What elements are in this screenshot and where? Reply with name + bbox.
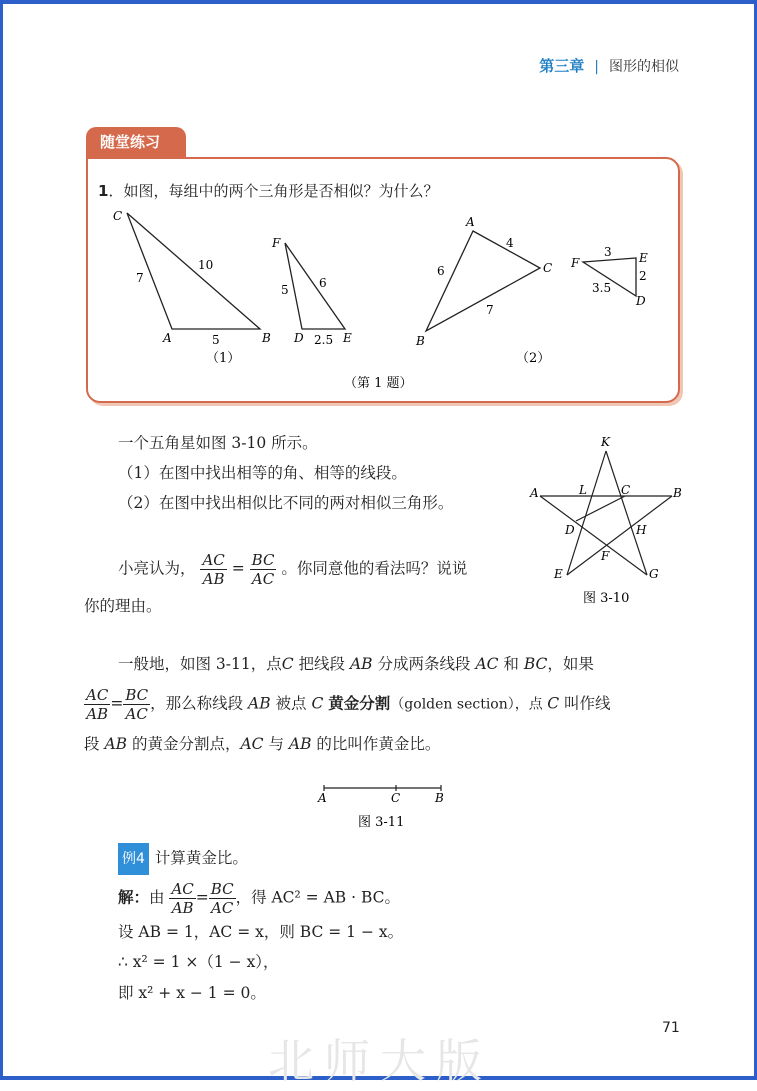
golden-line-2 bbox=[84, 686, 611, 723]
tri2-side-6: 6 bbox=[319, 276, 327, 290]
var-ab: AB bbox=[248, 694, 271, 713]
solution-label: 解： bbox=[118, 888, 150, 907]
frac-den: AB bbox=[202, 570, 225, 588]
xiaoliang-pre: 小亮认为， bbox=[118, 559, 196, 578]
frac-num: BC bbox=[210, 880, 234, 898]
xiaoliang-post: 。你同意他的看法吗？说说 bbox=[281, 559, 468, 578]
question-number: 1 bbox=[98, 182, 109, 200]
golden-section-term: 黄金分割 bbox=[328, 694, 391, 713]
segment-point-b: B bbox=[435, 791, 444, 805]
star-line-3: （2）在图中找出相似比不同的两对相似三角形。 bbox=[118, 494, 454, 512]
star-vertex-k: K bbox=[601, 435, 610, 449]
tri2-side-5: 5 bbox=[281, 283, 289, 297]
tri1-side-5: 5 bbox=[212, 333, 220, 347]
text: 与 bbox=[263, 735, 289, 753]
golden-line-1 bbox=[118, 649, 594, 679]
equals-sign: = bbox=[231, 559, 245, 578]
var-c: C bbox=[547, 694, 560, 713]
question-text: 如图，每组中的两个三角形是否相似？为什么？ bbox=[123, 182, 439, 200]
xiaoliang-line-2: 你的理由。 bbox=[84, 597, 162, 615]
fraction-bc-ac bbox=[123, 686, 150, 723]
text: （golden section），点 bbox=[390, 696, 548, 713]
frac-den: AB bbox=[86, 705, 109, 723]
star-vertex-c: C bbox=[621, 483, 631, 497]
star-problem bbox=[118, 428, 453, 518]
tri1-side-7: 7 bbox=[136, 271, 144, 285]
text: 和 bbox=[498, 655, 524, 673]
example-title: 计算黄金比。 bbox=[154, 849, 248, 867]
text: 分成两条线段 bbox=[372, 655, 476, 673]
var-c: C bbox=[281, 655, 294, 673]
example-4-heading bbox=[118, 843, 248, 875]
tri1-vertex-a: A bbox=[163, 331, 172, 345]
chapter-title: 图形的相似 bbox=[609, 59, 679, 75]
fraction-bc-ac bbox=[250, 551, 277, 588]
solution-line-1 bbox=[118, 880, 400, 917]
fraction-bc-ac bbox=[209, 880, 236, 917]
example-badge: 例4 bbox=[118, 843, 149, 875]
exercise-tab: 随堂练习 bbox=[86, 127, 186, 157]
var-ab: AB bbox=[349, 655, 373, 673]
tri4-vertex-f: F bbox=[571, 256, 580, 270]
star-line-1: 一个五角星如图 3-10 所示。 bbox=[118, 434, 318, 452]
frac-den: AC bbox=[251, 570, 275, 588]
solution-line-4: 即 x² + x − 1 = 0。 bbox=[118, 984, 266, 1002]
frac-num: AC bbox=[86, 686, 109, 704]
frac-num: AC bbox=[202, 551, 225, 569]
text: 由 bbox=[149, 888, 165, 907]
star-vertex-g: G bbox=[649, 567, 659, 581]
tri1-side-10: 10 bbox=[198, 258, 214, 272]
tri2-vertex-f: F bbox=[272, 236, 281, 250]
frac-den: AB bbox=[171, 899, 194, 917]
xiaoliang-paragraph bbox=[118, 551, 467, 588]
equals-sign: = bbox=[110, 694, 124, 713]
tri1-vertex-c: C bbox=[113, 209, 123, 223]
chapter-label: 第三章 bbox=[539, 57, 585, 75]
fraction-ac-ab bbox=[84, 686, 110, 723]
publisher-watermark: 北师大版 bbox=[268, 1034, 492, 1088]
frac-num: BC bbox=[251, 551, 275, 569]
tri3-vertex-b: B bbox=[416, 334, 425, 348]
tri2-vertex-d: D bbox=[294, 331, 304, 345]
star-vertex-h: H bbox=[636, 523, 647, 537]
var-ac: AC bbox=[240, 735, 264, 753]
frac-num: AC bbox=[171, 880, 194, 898]
star-vertex-d: D bbox=[565, 523, 575, 537]
group-1-label: （1） bbox=[206, 351, 241, 366]
text: 被点 bbox=[270, 694, 312, 713]
fraction-ac-ab bbox=[200, 551, 226, 588]
tri4-side-35: 3.5 bbox=[592, 281, 612, 295]
tri4-vertex-e: E bbox=[639, 251, 648, 265]
tri2-vertex-e: E bbox=[343, 331, 352, 345]
text: 段 bbox=[84, 735, 105, 753]
tri3-vertex-a: A bbox=[466, 215, 475, 229]
star-vertex-e: E bbox=[554, 567, 563, 581]
segment-point-a: A bbox=[318, 791, 327, 805]
triangle-3 bbox=[426, 231, 540, 331]
star-vertex-l: L bbox=[579, 483, 587, 497]
segment-ab bbox=[324, 785, 441, 791]
star-vertex-f: F bbox=[601, 549, 610, 563]
group-2-label: （2） bbox=[516, 351, 551, 366]
exercise-caption: （第 1 题） bbox=[344, 376, 413, 391]
var-bc: BC bbox=[523, 655, 548, 673]
tri4-side-2: 2 bbox=[639, 269, 647, 283]
var-ab: AB bbox=[288, 735, 312, 753]
segment-point-c: C bbox=[391, 791, 401, 805]
tri3-side-6: 6 bbox=[437, 264, 445, 278]
text: ，得 AC² = AB · BC。 bbox=[235, 888, 401, 907]
text: 一般地，如图 3-11，点 bbox=[118, 655, 282, 673]
tri4-vertex-d: D bbox=[636, 294, 646, 308]
star-caption: 图 3-10 bbox=[583, 591, 630, 606]
text: 把线段 bbox=[293, 655, 350, 673]
segment-caption: 图 3-11 bbox=[358, 815, 405, 830]
golden-line-3 bbox=[84, 729, 440, 759]
fraction-ac-ab bbox=[169, 880, 195, 917]
var-ac: AC bbox=[475, 655, 499, 673]
frac-den: AC bbox=[211, 899, 234, 917]
question-1: 1．如图，每组中的两个三角形是否相似？为什么？ bbox=[98, 182, 439, 200]
tri2-side-25: 2.5 bbox=[314, 333, 334, 347]
var-ab: AB bbox=[104, 735, 128, 753]
text: ，如果 bbox=[547, 655, 594, 673]
solution-line-2: 设 AB = 1，AC = x，则 BC = 1 − x。 bbox=[118, 923, 404, 941]
triangle-1 bbox=[127, 213, 260, 329]
star-vertex-a: A bbox=[530, 486, 539, 500]
equals-sign: = bbox=[195, 888, 209, 907]
text: 叫作线 bbox=[559, 694, 611, 713]
text: 的黄金分割点， bbox=[127, 735, 241, 753]
frac-num: BC bbox=[125, 686, 149, 704]
var-c: C bbox=[311, 694, 324, 713]
text: ，那么称线段 bbox=[150, 694, 249, 713]
solution-line-3: ∴ x² = 1 ×（1 − x）， bbox=[118, 953, 279, 971]
page-number: 71 bbox=[662, 1020, 680, 1036]
tri3-side-7: 7 bbox=[486, 303, 494, 317]
star-line-2: （1）在图中找出相等的角、相等的线段。 bbox=[118, 464, 407, 482]
tri3-side-4: 4 bbox=[506, 236, 514, 250]
header-separator: | bbox=[594, 59, 599, 75]
frac-den: AC bbox=[125, 705, 148, 723]
tri3-vertex-c: C bbox=[543, 261, 553, 275]
triangle-2 bbox=[285, 243, 345, 329]
star-vertex-b: B bbox=[673, 486, 682, 500]
tri4-side-3: 3 bbox=[604, 245, 612, 259]
tri1-vertex-b: B bbox=[262, 331, 271, 345]
text: 的比叫作黄金比。 bbox=[311, 735, 441, 753]
